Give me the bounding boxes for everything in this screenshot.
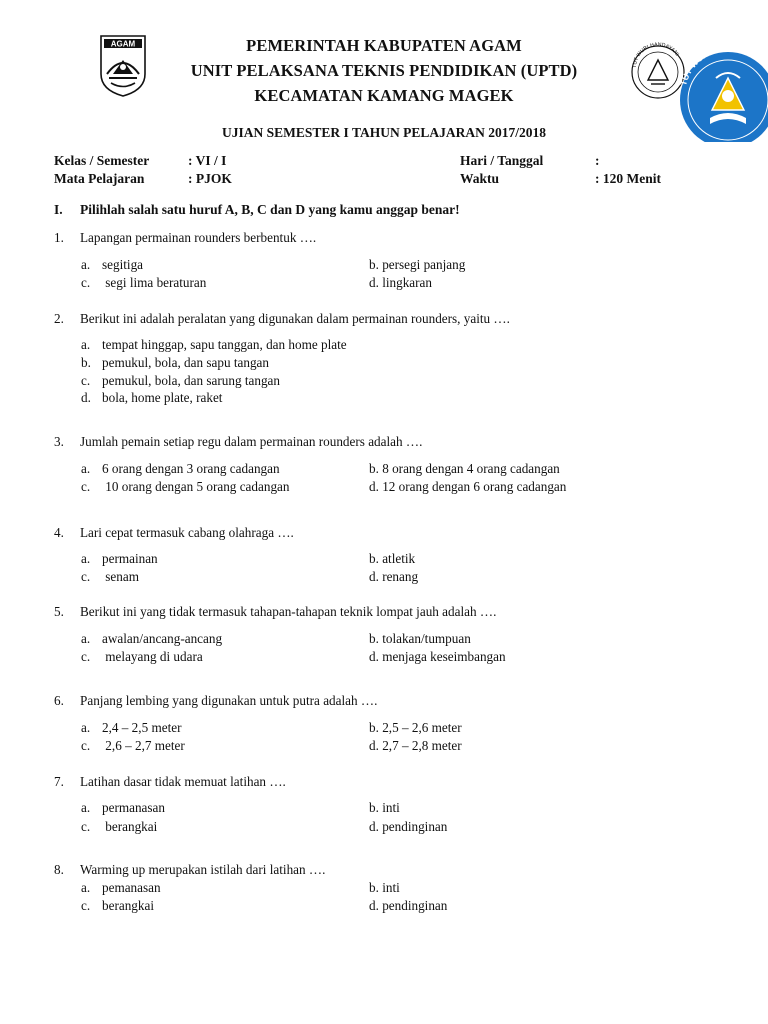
header-district-title: KECAMATAN KAMANG MAGEK [254,86,514,105]
question-number: 6. [54,693,64,708]
option-6b[interactable]: b. 2,5 – 2,6 meter [369,720,462,735]
big-emblem-motto: TUT WURI HANDAYANI [678,42,765,87]
section-instruction [54,202,460,218]
question-number: 7. [54,774,64,789]
waktu-value: : 120 Menit [595,171,661,186]
question-number: 3. [54,434,64,449]
header-unit-title: UNIT PELAKSANA TEKNIS PENDIDIKAN (UPTD) [190,61,578,80]
question-1 [54,230,316,246]
exam-title: UJIAN SEMESTER I TAHUN PELAJARAN 2017/2018 [222,125,546,140]
option-3b[interactable]: b. 8 orang dengan 4 orang cadangan [369,461,560,476]
mapel-value: : PJOK [188,171,232,186]
question-text: Berikut ini adalah peralatan yang digunakan dalam permainan rounders, yaitu …. [80,311,510,326]
question-6 [54,693,377,709]
kelas-label: Kelas / Semester [54,153,150,168]
option-1b[interactable]: b. persegi panjang [369,257,466,272]
question-3 [54,434,422,450]
waktu-label: Waktu [460,171,500,186]
option-2b[interactable]: b. pemukul, bola, dan sapu tangan [81,355,270,370]
option-1c[interactable]: c. segi lima beraturan [81,275,207,290]
option-1a[interactable]: a. segitiga [81,257,144,272]
question-text: Berikut ini yang tidak termasuk tahapan-tahapan teknik lompat jauh adalah …. [80,604,497,619]
question-7 [54,774,286,790]
agam-logo-label: AGAM [110,39,136,49]
question-4 [54,525,294,541]
option-7b[interactable]: b. inti [369,800,400,815]
option-1d[interactable]: d. lingkaran [369,275,432,290]
option-4c[interactable]: c. senam [81,569,139,584]
question-text: Jumlah pemain setiap regu dalam permainan rounders adalah …. [80,434,423,449]
option-4a[interactable]: a. permainan [81,551,158,566]
question-number: 5. [54,604,64,619]
option-5a[interactable]: a. awalan/ancang-ancang [81,631,223,646]
option-2c[interactable]: c. pemukul, bola, dan sarung tangan [81,373,280,388]
question-number: 1. [54,230,64,245]
question-number: 8. [54,862,64,877]
option-5d[interactable]: d. menjaga keseimbangan [369,649,506,664]
option-7d[interactable]: d. pendinginan [369,819,448,834]
small-emblem-motto: TUT WURI HANDAYANI [631,41,680,69]
section-text: Pilihlah salah satu huruf A, B, C dan D yang kamu anggap benar! [80,202,460,217]
option-6d[interactable]: d. 2,7 – 2,8 meter [369,738,462,753]
option-8d[interactable]: d. pendinginan [369,898,448,913]
option-7a[interactable]: a. permanasan [81,800,165,815]
question-number: 2. [54,311,64,326]
kelas-value: : VI / I [188,153,227,168]
mapel-label: Mata Pelajaran [54,171,145,186]
hari-value: : [595,153,600,168]
question-text: Warming up merupakan istilah dari latihan …. [80,862,326,877]
header-government-title: PEMERINTAH KABUPATEN AGAM [246,36,522,55]
option-5b[interactable]: b. tolakan/tumpuan [369,631,471,646]
question-8 [54,862,325,878]
question-5 [54,604,496,620]
question-text: Lari cepat termasuk cabang olahraga …. [80,525,294,540]
option-2a[interactable]: a. tempat hinggap, sapu tanggan, dan home plate [81,337,347,352]
question-text: Panjang lembing yang digunakan untuk putra adalah …. [80,693,378,708]
question-text: Lapangan permainan rounders berbentuk …. [80,230,317,245]
question-number: 4. [54,525,64,540]
question-2 [54,311,510,327]
option-3a[interactable]: a. 6 orang dengan 3 orang cadangan [81,461,280,476]
option-8a[interactable]: a. pemanasan [81,880,161,895]
section-number: I. [54,202,63,217]
hari-label: Hari / Tanggal [460,153,544,168]
option-7c[interactable]: c. berangkai [81,819,158,834]
option-4b[interactable]: b. atletik [369,551,416,566]
option-6c[interactable]: c. 2,6 – 2,7 meter [81,738,185,753]
option-4d[interactable]: d. renang [369,569,419,584]
question-text: Latihan dasar tidak memuat latihan …. [80,774,286,789]
option-3c[interactable]: c. 10 orang dengan 5 orang cadangan [81,479,290,494]
option-8b[interactable]: b. inti [369,880,400,895]
option-5c[interactable]: c. melayang di udara [81,649,203,664]
option-2d[interactable]: d. bola, home plate, raket [81,390,223,405]
option-3d[interactable]: d. 12 orang dengan 6 orang cadangan [369,479,567,494]
option-8c[interactable]: c. berangkai [81,898,154,913]
option-6a[interactable]: a. 2,4 – 2,5 meter [81,720,182,735]
